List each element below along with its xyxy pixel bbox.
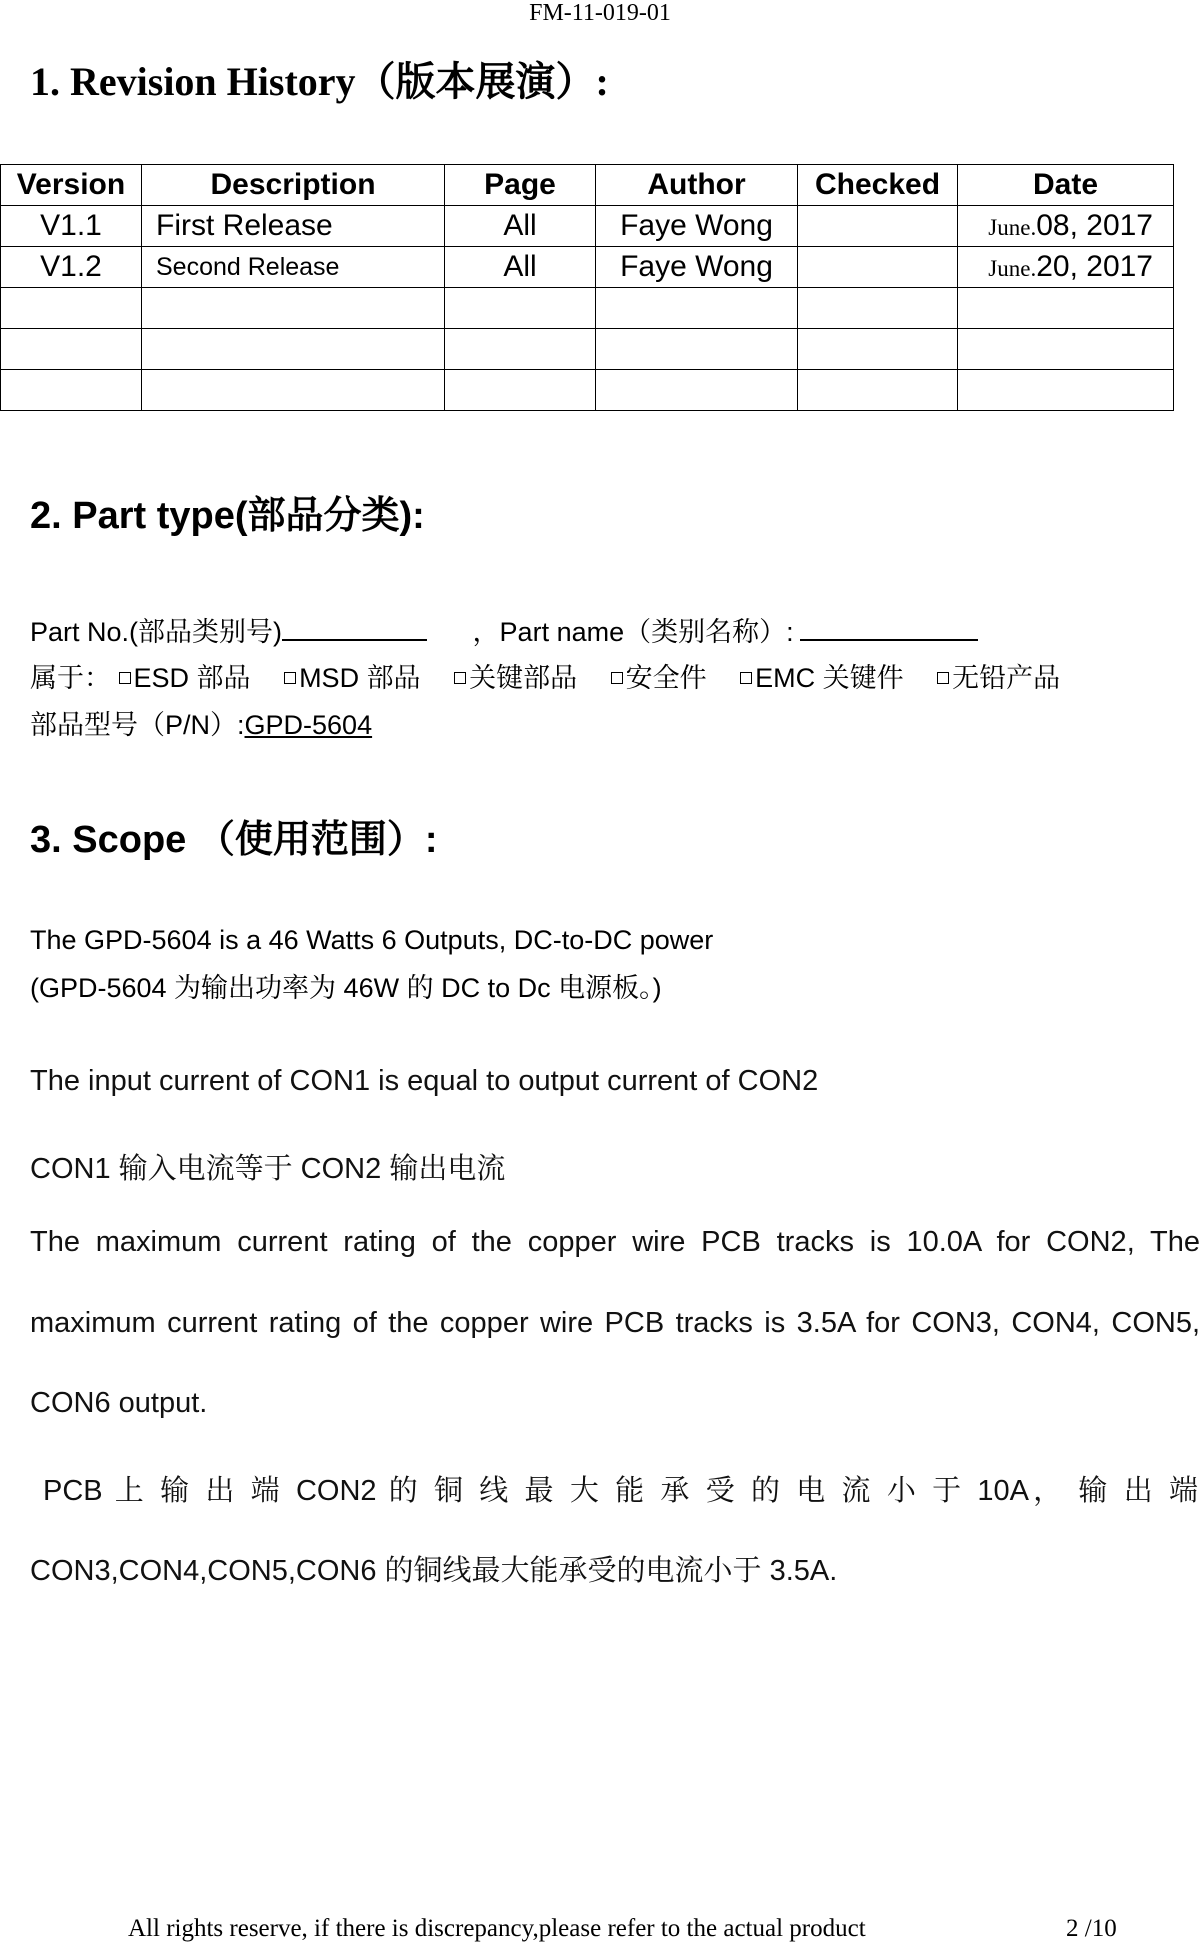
footer-page-number: 2 /10 [1066,1915,1117,1942]
date-rest: 08, 2017 [1036,209,1153,242]
cell-date [958,206,1174,247]
checkbox-icon [284,672,296,684]
header-page: Page [445,165,596,206]
cell-author: Faye Wong [596,247,798,288]
cell-description: Second Release [142,247,445,288]
cell-checked [798,206,958,247]
table-row [1,206,1174,247]
header-description: Description [142,165,445,206]
scope-line-5: The maximum current rating of the copper wire PCB tracks is 10.0A for CON2, The [30,1226,1200,1258]
date-month: June. [988,215,1037,240]
table-row-empty [1,370,1174,411]
table-header-row [1,165,1174,206]
document-code: FM-11-019-01 [529,0,671,26]
part-no-blank [282,613,427,641]
pn-line [30,703,372,742]
option-esd: ESD 部品 [119,663,251,693]
header-checked: Checked [798,165,958,206]
scope-line-6: maximum current rating of the copper wire PCB tracks is 3.5A for CON3, CON4, CON5, [30,1307,1200,1339]
scope-line-7: CON6 output. [30,1387,208,1419]
belongs-line [30,656,1060,695]
pn-label: 部品型号（P/N）: [30,710,245,740]
checkbox-icon [937,672,949,684]
date-month: June. [988,256,1037,281]
scope-line-9: CON3,CON4,CON5,CON6 的铜线最大能承受的电流小于 3.5A. [30,1555,838,1587]
cell-version: V1.1 [1,206,142,247]
footer-notice: All rights reserve, if there is discrepancy,please refer to the actual product [128,1915,866,1942]
cell-author: Faye Wong [596,206,798,247]
checkbox-icon [454,672,466,684]
option-emc: EMC 关键件 [740,663,904,693]
header-version: Version [1,165,142,206]
part-no-label: Part No.(部品类别号) [30,617,283,647]
revision-table [0,164,1174,411]
scope-line-3: The input current of CON1 is equal to output current of CON2 [30,1065,819,1097]
cell-date [958,247,1174,288]
section2-title: 2. Part type(部品分类): [30,495,425,537]
option-leadfree: 无铅产品 [937,663,1060,693]
option-safety: 安全件 [611,663,707,693]
part-name-label: ，Part name（类别名称）: [472,617,794,647]
section1-title: 1. Revision History（版本展演）: [30,59,609,104]
cell-version: V1.2 [1,247,142,288]
option-key: 关键部品 [454,663,577,693]
cell-page: All [445,206,596,247]
table-row-empty [1,288,1174,329]
header-date: Date [958,165,1174,206]
checkbox-icon [611,672,623,684]
belongs-label: 属于： [30,663,111,693]
table-row-empty [1,329,1174,370]
part-name-blank [800,613,978,641]
cell-page: All [445,247,596,288]
scope-line-4: CON1 输入电流等于 CON2 输出电流 [30,1153,506,1185]
checkbox-icon [119,672,131,684]
header-author: Author [596,165,798,206]
pn-value: GPD-5604 [244,710,373,740]
scope-line-1: The GPD-5604 is a 46 Watts 6 Outputs, DC-to-DC power [30,925,714,955]
section3-title: 3. Scope （使用范围）: [30,819,438,861]
checkbox-icon [740,672,752,684]
table-row [1,247,1174,288]
date-rest: 20, 2017 [1036,250,1153,283]
part-no-line [30,610,978,649]
scope-line-2: (GPD-5604 为输出功率为 46W 的 DC to Dc 电源板。) [30,973,662,1003]
option-msd: MSD 部品 [284,663,421,693]
cell-description: First Release [142,206,445,247]
cell-checked [798,247,958,288]
scope-line-8: PCB 上 输 出 端 CON2 的 铜 线 最 大 能 承 受 的 电 流 小 于 10A， 输 出 端 [43,1475,1198,1507]
